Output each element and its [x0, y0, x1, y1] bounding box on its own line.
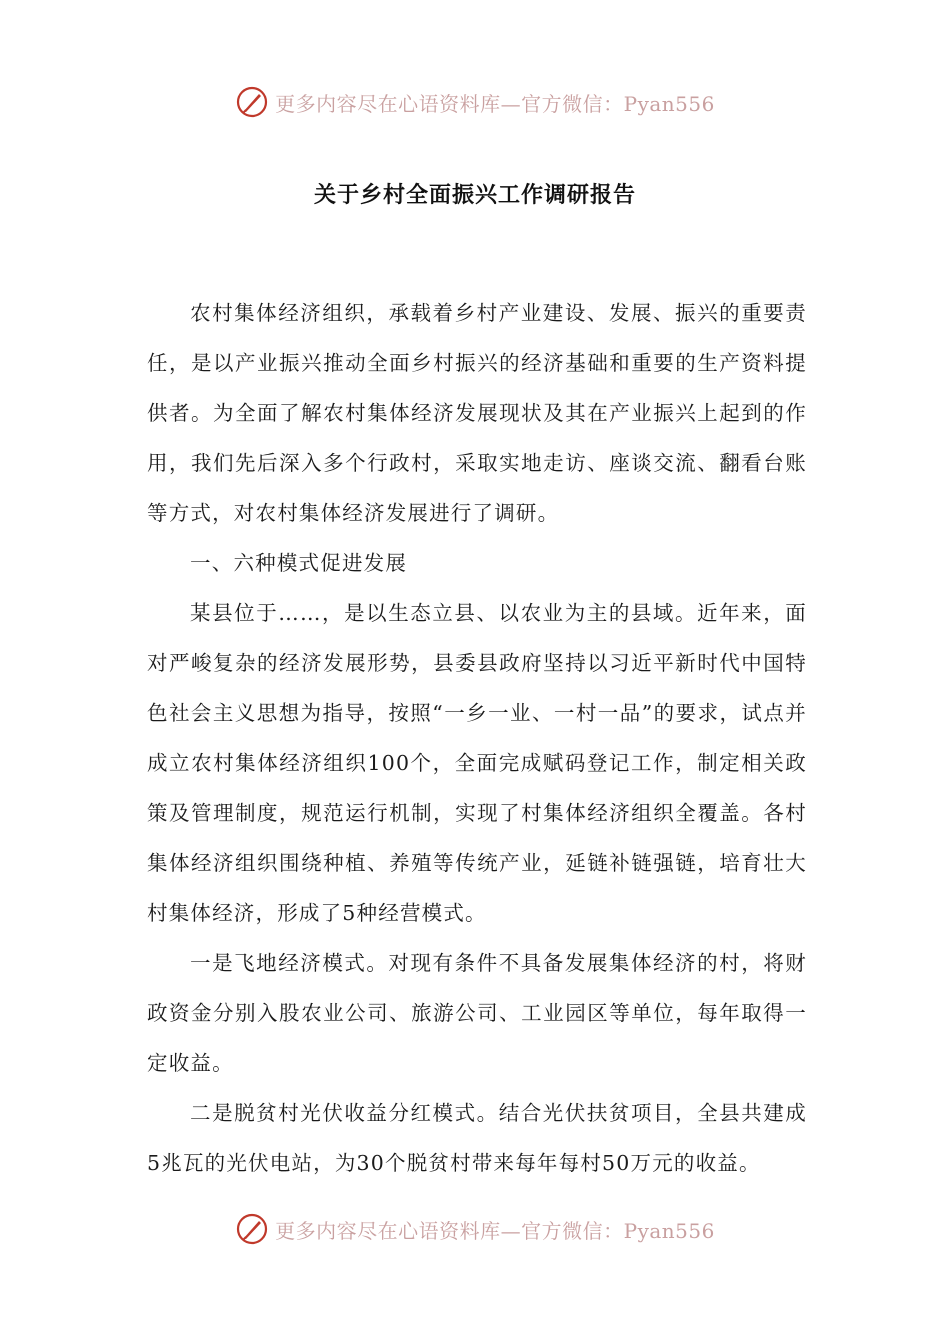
document-title: 关于乡村全面振兴工作调研报告: [313, 183, 636, 208]
watermark-text: 更多内容尽在心语资料库—官方微信：Pyan556: [275, 1218, 715, 1243]
paragraph: 二是脱贫村光伏收益分红模式。结合光伏扶贫项目，全县共建成5兆瓦的光伏电站，为30个脱贫村带来每年每村50万元的收益。: [147, 1101, 807, 1175]
quill-logo-icon: [235, 85, 269, 119]
watermark-banner-top: [0, 80, 950, 124]
paragraph: 农村集体经济组织，承载着乡村产业建设、发展、振兴的重要责任，是以产业振兴推动全面乡村振兴的经济基础和重要的生产资料提供者。为全面了解农村集体经济发展现状及其在产业振兴上起到的作用，我们先后深入多个行政村，采取实地走访、座谈交流、翻看台账等方式，对农村集体经济发展进行了调研。: [147, 301, 807, 525]
document-body: [147, 288, 807, 1188]
watermark-banner-bottom: [0, 1207, 950, 1251]
paragraph: 一是飞地经济模式。对现有条件不具备发展集体经济的村，将财政资金分别入股农业公司、旅游公司、工业园区等单位，每年取得一定收益。: [147, 951, 807, 1075]
paragraph: 某县位于……，是以生态立县、以农业为主的县域。近年来，面对严峻复杂的经济发展形势，县委县政府坚持以习近平新时代中国特色社会主义思想为指导，按照“一乡一业、一村一品”的要求，试点并成立农村集体经济组织100个，全面完成赋码登记工作，制定相关政策及管理制度，规范运行机制，实现了村集体经济组织全覆盖。各村集体经济组织围绕种植、养殖等传统产业，延链补链强链，培育壮大村集体经济，形成了5种经营模式。: [147, 601, 807, 925]
quill-logo-icon: [235, 1212, 269, 1246]
watermark-text: 更多内容尽在心语资料库—官方微信：Pyan556: [275, 91, 715, 116]
section-heading: 一、六种模式促进发展: [190, 551, 408, 575]
